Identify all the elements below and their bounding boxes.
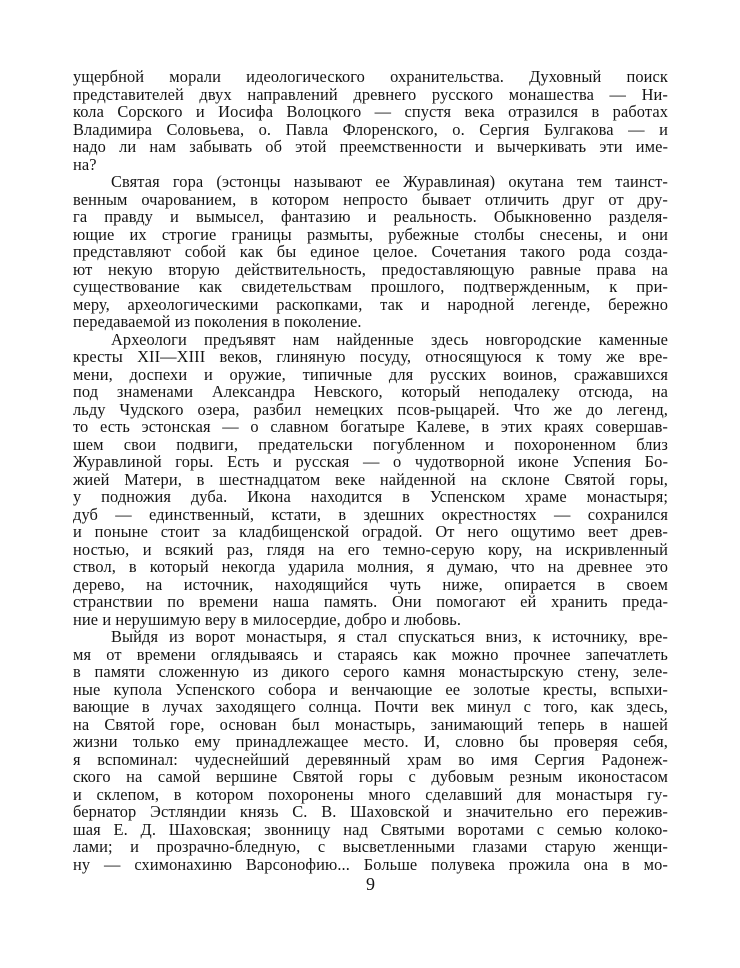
text-line: Археологи предъявят нам найденные здесь новгородские каменные xyxy=(111,329,668,349)
text-line: жизни только ему принадлежащее место. И, словно бы проверяя себя, xyxy=(73,732,668,751)
paragraph xyxy=(73,68,668,173)
text-line: бернатор Эстляндии князь С. В. Шаховской и значительно его пережив- xyxy=(73,802,668,821)
text-line: представителей двух направлений древнего русского монашества — Ни- xyxy=(73,84,668,104)
text-line: на? xyxy=(73,154,97,174)
text-line: надо ли нам забывать об этой преемственности и вычеркивать эти име- xyxy=(73,137,668,156)
text-line: кола Сорского и Иосифа Волоцкого — спустя века отразился в работах xyxy=(73,102,668,121)
text-line: га правду и вымысел, фантазию и реальность. Обыкновенно разделя- xyxy=(73,207,668,226)
paragraph xyxy=(73,173,668,331)
text-line: ностью, и всякий раз, глядя на его темно-серую кору, на искривленный xyxy=(73,539,668,559)
text-line: шем свои подвиги, предательски погубленном и похороненном близ xyxy=(73,434,668,454)
text-line: мя от времени оглядываясь и стараясь как можно прочнее запечатлеть xyxy=(73,644,668,664)
text-line: представляют собой как бы единое целое. Сочетания такого рода созда- xyxy=(73,242,668,261)
text-line: льду Чудского озера, разбил немецких псов-рыцарей. Что же до легенд, xyxy=(73,399,668,419)
text-line: жией Матери, в шестнадцатом веке найденной на склоне Святой горы, xyxy=(73,469,668,489)
text-line: ущербной морали идеологического охранительства. Духовный поиск xyxy=(73,67,668,86)
text-line: ющие их строгие границы размыты, рубежные столбы снесены, и они xyxy=(73,224,668,244)
text-line: передаваемой из поколения в поколение. xyxy=(73,312,362,331)
text-line: Журавлиной горы. Есть и русская — о чудотворной иконе Успения Бо- xyxy=(73,452,668,471)
text-line: у подножия дуба. Икона находится в Успенском храме монастыря; xyxy=(73,487,668,506)
text-line: ные купола Успенского собора и венчающие ее золотые кресты, вспыхи- xyxy=(73,679,668,699)
text-line: лами; и прозрачно-бледную, с высветленными глазами старую женщи- xyxy=(73,837,668,856)
text-line: странствии по времени наша память. Они помогают ей хранить преда- xyxy=(73,592,668,611)
text-line: кресты XII—XIII веков, глиняную посуду, относящуюся к тому же вре- xyxy=(73,347,668,366)
text-block xyxy=(73,68,668,873)
text-line: ну — схимонахиню Варсонофию... Больше полувека прожила она в мо- xyxy=(73,854,668,874)
text-line: ского на самой вершине Святой горы с дубовым резным иконостасом xyxy=(73,767,668,786)
text-line: ют некую вторую действительность, предоставляющую равные права на xyxy=(73,259,668,279)
text-line: меру, археологическими раскопками, так и народной легенде, бережно xyxy=(73,294,668,314)
text-line: вающие в лучах заходящего солнца. Почти век минул с того, как здесь, xyxy=(73,697,668,716)
text-line: в памяти сложенную из дикого серого камня монастырскую стену, зеле- xyxy=(73,662,668,681)
text-line: и поныне стоит за кладбищенской оградой. От него ощутимо веет древ- xyxy=(73,522,668,541)
text-line: на Святой горе, основан был монастырь, занимающий теперь в нашей xyxy=(73,714,668,734)
text-line: Выйдя из ворот монастыря, я стал спускаться вниз, к источнику, вре- xyxy=(111,627,668,646)
paragraph xyxy=(73,628,668,873)
text-line: ние и нерушимую веру в милосердие, добро и любовь. xyxy=(73,609,462,629)
text-line: шая Е. Д. Шаховская; звонницу над Святыми воротами с семью колоко- xyxy=(73,819,668,839)
page-number: 9 xyxy=(366,874,375,894)
text-line: мени, доспехи и оружие, типичные для русских воинов, сражавшихся xyxy=(73,364,668,384)
text-line: Владимира Соловьева, о. Павла Флоренского, о. Сергия Булгакова — и xyxy=(73,119,668,139)
text-line: Святая гора (эстонцы называют ее Журавлиная) окутана тем таинст- xyxy=(111,172,668,191)
text-line: дерево, на источник, находящийся чуть ниже, опирается в своем xyxy=(73,574,668,594)
text-line: ствол, в который некогда ударила молния, я думаю, что на древнее это xyxy=(73,557,668,576)
text-line: и склепом, в котором похоронены много сделавший для монастыря гу- xyxy=(73,784,668,804)
text-line: я вспоминал: чудеснейший деревянный храм во имя Сергия Радонеж- xyxy=(73,749,668,769)
text-line: венным очарованием, в котором непросто бывает отличить друг от дру- xyxy=(73,189,668,209)
text-line: то есть эстонская — о славном богатыре Калеве, в этих краях совершав- xyxy=(73,417,668,436)
text-line: под знаменами Александра Невского, который неподалеку отсюда, на xyxy=(73,382,668,401)
text-line: дуб — единственный, кстати, в здешних окрестностях — сохранился xyxy=(73,504,668,524)
text-line: существование как свидетельствам прошлого, подтвержденным, к при- xyxy=(73,277,668,296)
paragraph xyxy=(73,331,668,629)
